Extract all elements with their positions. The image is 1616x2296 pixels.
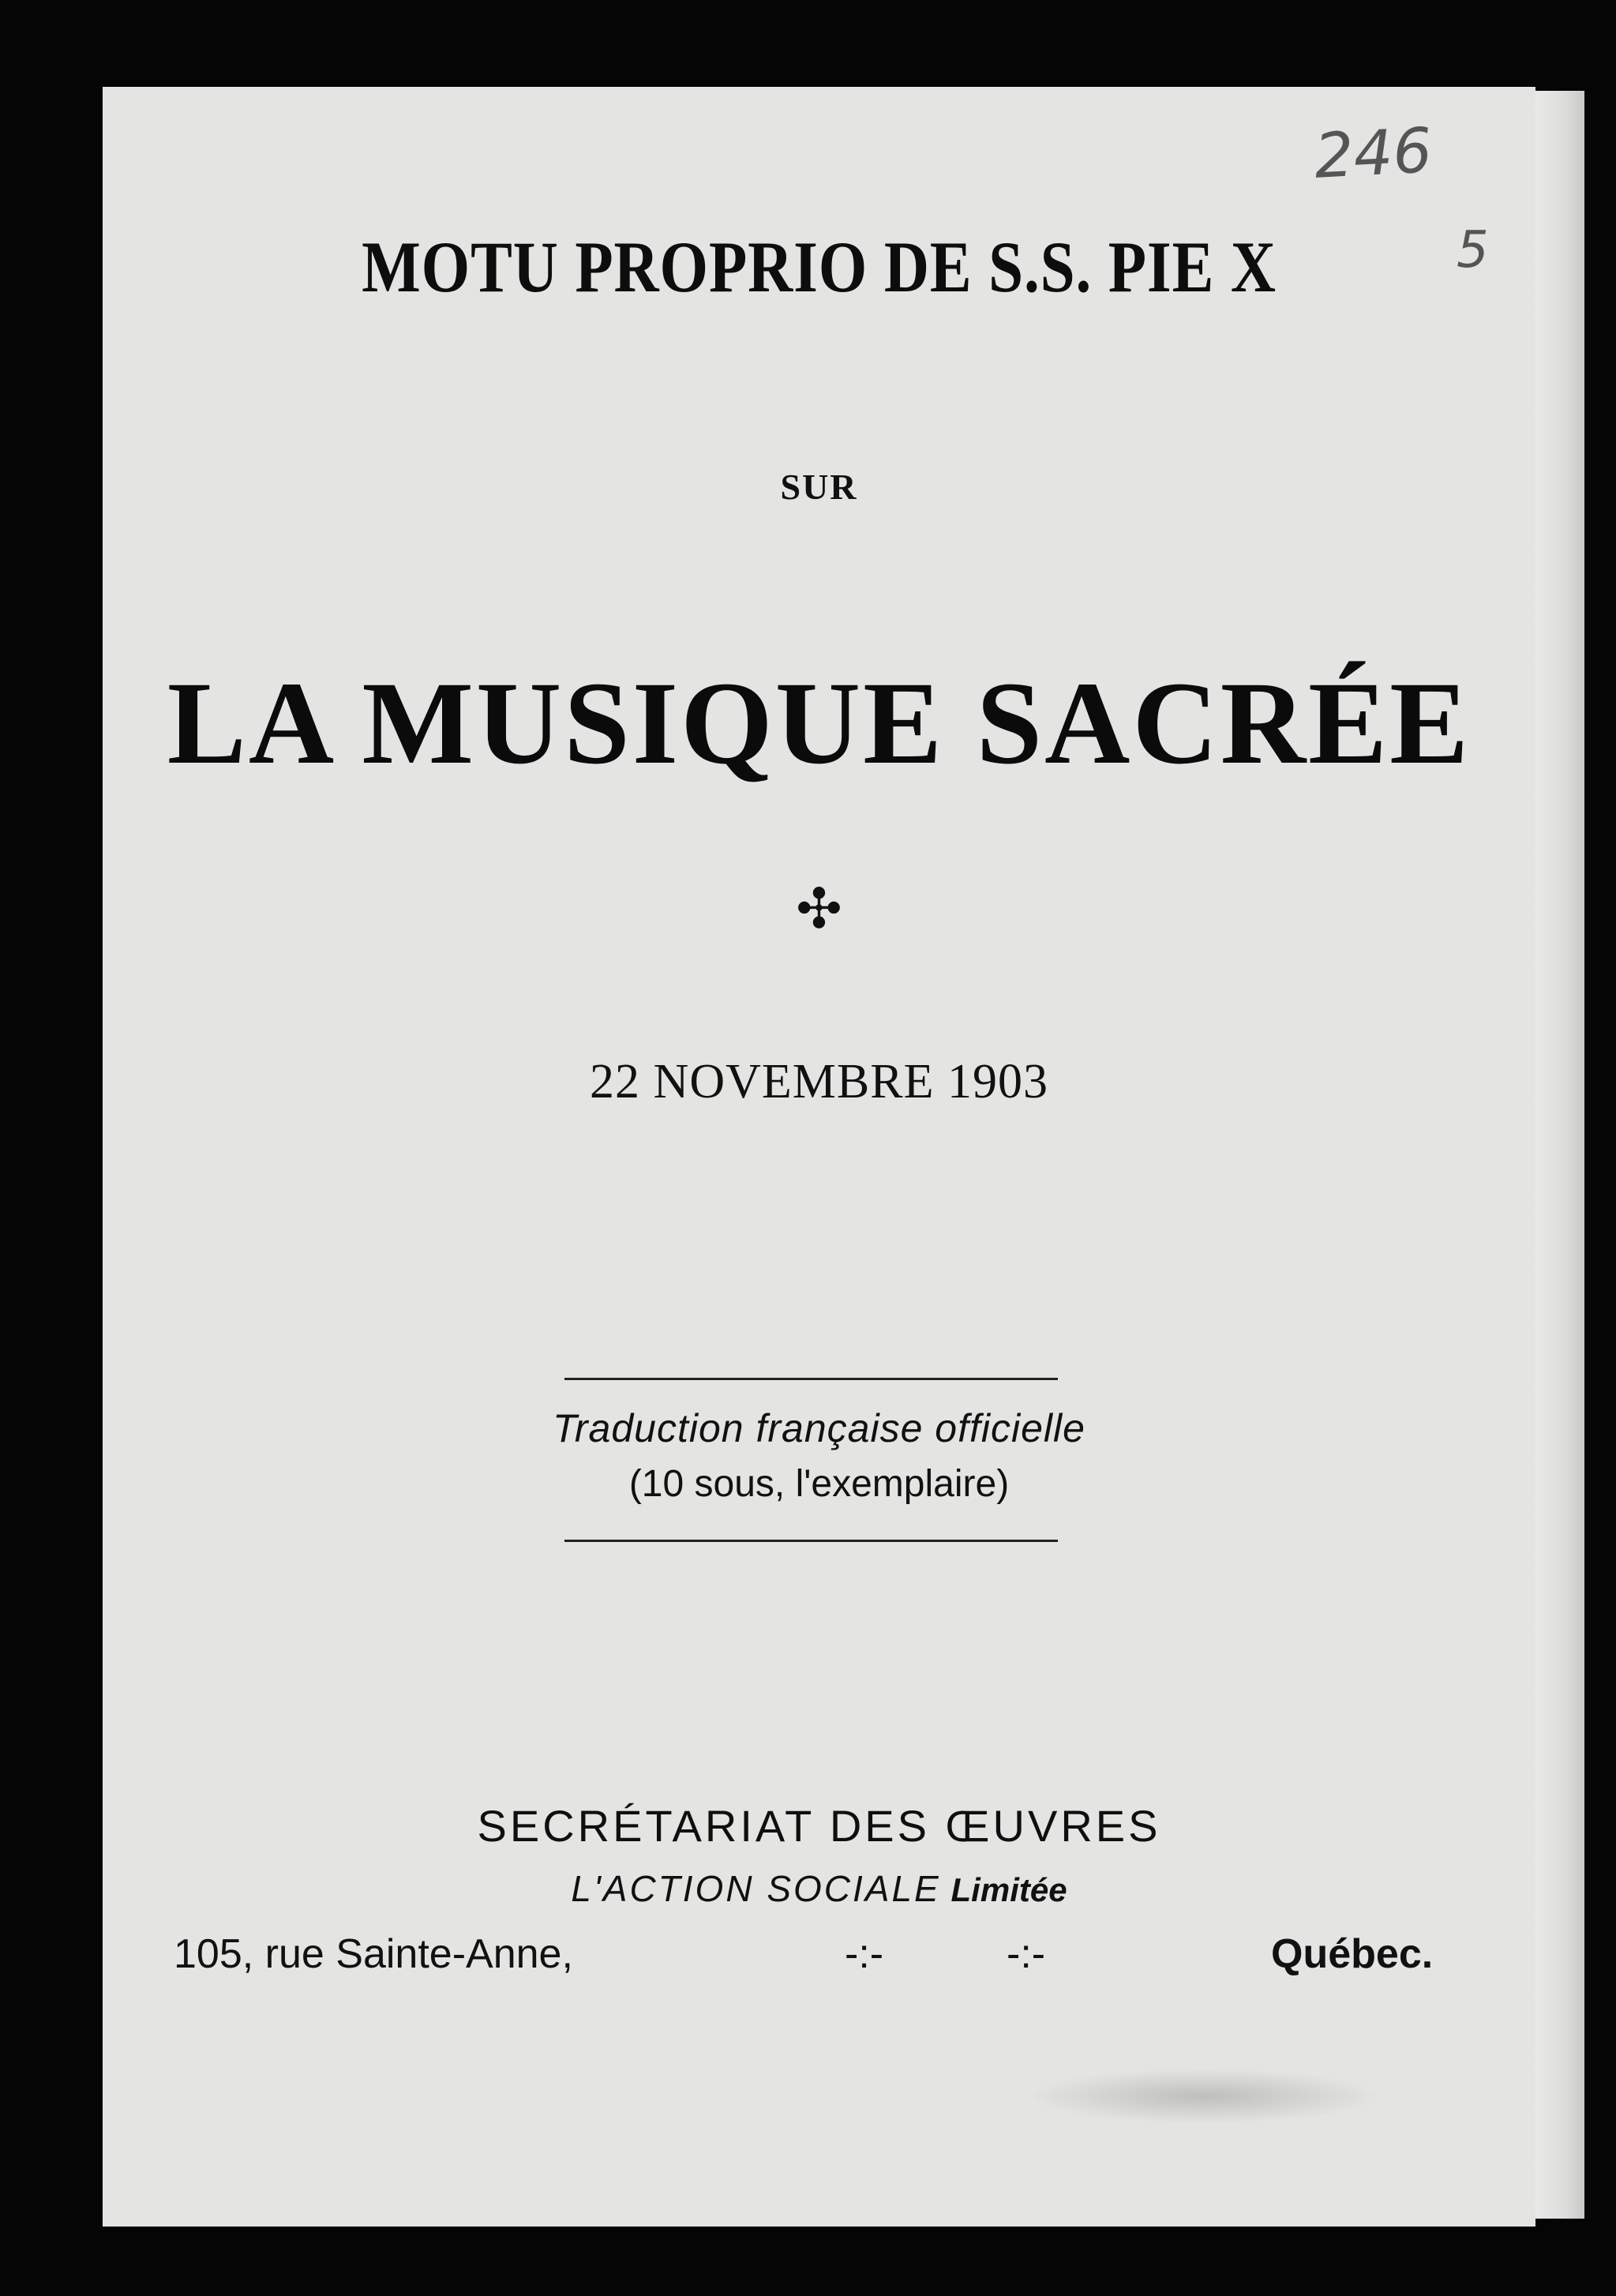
publisher-suffix: Limitée <box>950 1871 1067 1908</box>
publisher-action-sociale <box>103 1867 1535 1910</box>
rule-divider-bottom <box>564 1540 1058 1542</box>
fleuron-ornament-icon: ✣ <box>796 880 842 940</box>
title-motu-proprio: MOTU PROPRIO DE S.S. PIE X <box>362 227 1277 307</box>
publisher-secretariat: SECRÉTARIAT DES ŒUVRES <box>477 1801 1161 1851</box>
page-edge <box>1535 91 1584 2219</box>
handwritten-number: 246 <box>1312 115 1434 193</box>
rule-divider-top <box>564 1378 1058 1380</box>
price-note: (10 sous, l'exemplaire) <box>628 1463 1010 1505</box>
book-spine-shadow <box>0 0 103 2296</box>
handwritten-mark: 5 <box>1457 221 1489 279</box>
address-street: 105, rue Sainte-Anne, <box>174 1931 573 1977</box>
address-separator: -:- <box>845 1931 884 1977</box>
address-city: Québec. <box>1271 1931 1434 1977</box>
address-separator: -:- <box>1007 1931 1046 1977</box>
translation-note: Traduction française officielle <box>553 1406 1085 1450</box>
title-sur: SUR <box>780 467 858 507</box>
publication-date: 22 NOVEMBRE 1903 <box>590 1055 1048 1109</box>
faded-stamp <box>1026 2069 1382 2124</box>
publisher-name: L'ACTION SOCIALE <box>571 1868 941 1909</box>
title-musique-sacree: LA MUSIQUE SACRÉE <box>167 658 1472 789</box>
